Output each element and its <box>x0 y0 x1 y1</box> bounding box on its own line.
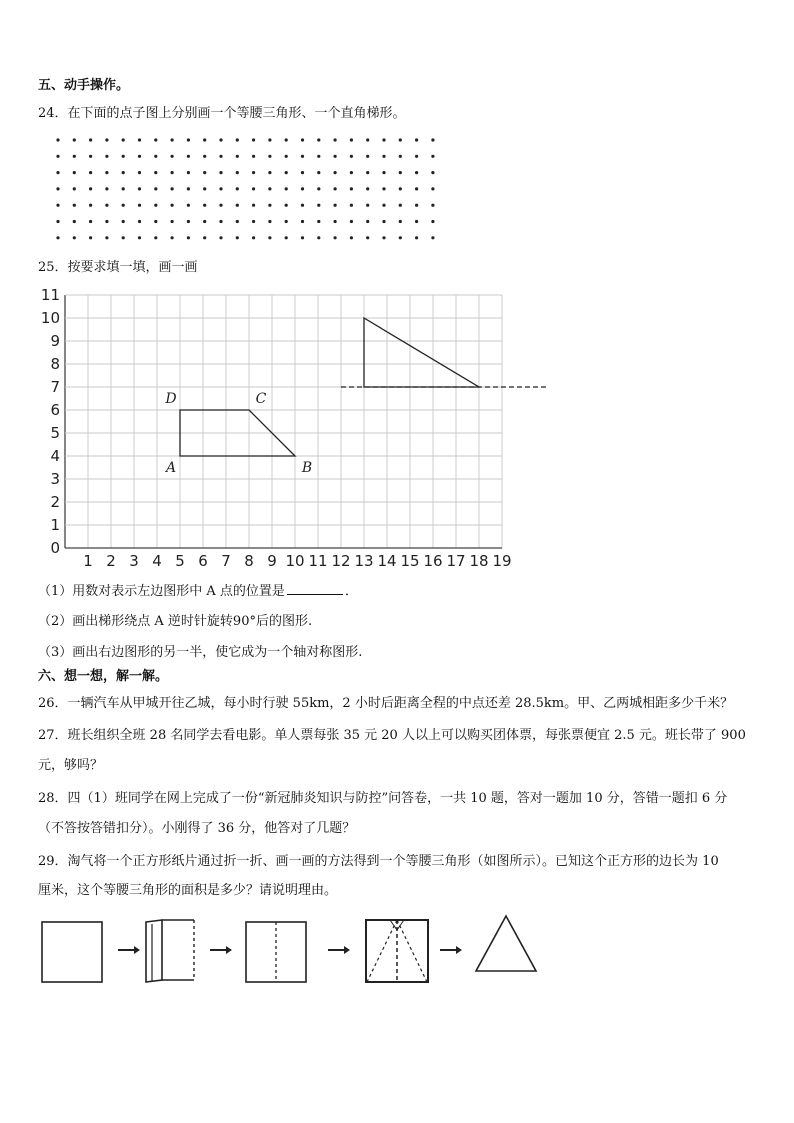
x-tick-label: 1 <box>83 552 93 567</box>
grid-dot <box>154 155 157 158</box>
grid-dot <box>285 171 288 174</box>
grid-dot <box>317 138 320 141</box>
grid-dot <box>73 236 76 239</box>
grid-dot <box>301 155 304 158</box>
grid-dot <box>268 138 271 141</box>
grid-dot <box>219 155 222 158</box>
grid-dot <box>431 138 434 141</box>
grid-dot <box>219 187 222 190</box>
grid-dot <box>89 236 92 239</box>
grid-dot <box>366 138 369 141</box>
dot-grid <box>48 132 438 244</box>
grid-dot <box>350 236 353 239</box>
grid-dot <box>138 138 141 141</box>
x-tick-label: 16 <box>423 552 443 567</box>
grid-dot <box>89 204 92 207</box>
grid-dot <box>154 171 157 174</box>
grid-dot <box>89 220 92 223</box>
grid-dot <box>122 187 125 190</box>
question-25: 25．按要求填一填，画一画 <box>38 260 198 275</box>
grid-dot <box>187 220 190 223</box>
grid-dot <box>399 138 402 141</box>
grid-dot <box>56 236 59 239</box>
x-tick-label: 13 <box>354 552 374 567</box>
grid-dot <box>236 155 239 158</box>
grid-dot <box>366 155 369 158</box>
grid-dot <box>56 204 59 207</box>
y-tick-label: 4 <box>50 447 60 465</box>
grid-dot <box>317 220 320 223</box>
grid-dot <box>105 155 108 158</box>
square-with-triangle <box>366 920 428 982</box>
grid-dot <box>56 187 59 190</box>
y-tick-label: 6 <box>50 401 60 419</box>
grid-dot <box>268 220 271 223</box>
grid-dot <box>350 138 353 141</box>
grid-dot <box>268 171 271 174</box>
grid-dot <box>382 236 385 239</box>
grid-dot <box>366 236 369 239</box>
grid-dot <box>187 138 190 141</box>
grid-dot <box>154 204 157 207</box>
grid-dot <box>187 187 190 190</box>
grid-dot <box>236 171 239 174</box>
grid-dot <box>236 220 239 223</box>
question-29-line2: 厘米，这个等腰三角形的面积是多少？请说明理由。 <box>38 883 338 898</box>
grid-dot <box>203 187 206 190</box>
trapezoid-vertex-labels <box>164 391 312 476</box>
x-tick-label: 14 <box>377 552 397 567</box>
grid-dot <box>415 220 418 223</box>
half-triangle <box>364 318 479 387</box>
grid-dot <box>105 187 108 190</box>
grid-dot <box>415 171 418 174</box>
grid-dot <box>317 236 320 239</box>
grid-dot <box>252 236 255 239</box>
y-tick-label: 10 <box>40 309 60 327</box>
grid-dot <box>317 187 320 190</box>
grid-dot <box>350 187 353 190</box>
grid-dot <box>171 171 174 174</box>
y-tick-label: 2 <box>50 493 60 511</box>
folding-paper <box>146 920 194 982</box>
grid-dot <box>122 155 125 158</box>
grid-dot <box>415 204 418 207</box>
grid-dot <box>431 204 434 207</box>
coordinate-grid-figure <box>28 282 558 567</box>
grid-dot <box>203 138 206 141</box>
grid-dot <box>138 187 141 190</box>
grid-dot <box>122 204 125 207</box>
grid-dot <box>73 204 76 207</box>
x-tick-label: 7 <box>221 552 231 567</box>
grid-dot <box>399 236 402 239</box>
y-tick-label: 11 <box>40 286 60 304</box>
grid-dot <box>285 187 288 190</box>
grid-dot <box>334 155 337 158</box>
grid-dot <box>73 155 76 158</box>
grid-dot <box>252 138 255 141</box>
question-29-line1: 29．淘气将一个正方形纸片通过折一折、画一画的方法得到一个等腰三角形（如图所示）。已知这个正方形的边长为 10 <box>38 854 719 869</box>
question-25-sub1 <box>38 582 358 601</box>
x-tick-label: 17 <box>446 552 466 567</box>
x-tick-label: 19 <box>492 552 512 567</box>
grid-dot <box>334 236 337 239</box>
y-tick-label: 0 <box>50 539 60 557</box>
y-tick-label: 1 <box>50 516 60 534</box>
grid-dot <box>105 204 108 207</box>
grid-dot <box>105 236 108 239</box>
grid-dot <box>203 155 206 158</box>
arrow-right-icon <box>210 946 232 954</box>
grid-dot <box>122 138 125 141</box>
grid-dot <box>187 204 190 207</box>
grid-dot <box>366 204 369 207</box>
grid-dot <box>431 171 434 174</box>
grid-dot <box>366 171 369 174</box>
grid-dot <box>171 187 174 190</box>
grid-dot <box>399 171 402 174</box>
y-tick-label: 7 <box>50 378 60 396</box>
grid-dot <box>138 236 141 239</box>
grid-dot <box>285 204 288 207</box>
grid-dot <box>415 187 418 190</box>
x-tick-label: 3 <box>129 552 139 567</box>
sub1-end: ． <box>344 584 358 599</box>
grid-dot <box>301 204 304 207</box>
grid-dot <box>252 171 255 174</box>
vertex-label-a: A <box>165 460 177 476</box>
grid-dot <box>56 155 59 158</box>
grid-dot <box>122 220 125 223</box>
grid-dot <box>56 171 59 174</box>
x-tick-label: 9 <box>267 552 277 567</box>
grid-dot <box>399 204 402 207</box>
grid-dot <box>187 171 190 174</box>
section-five-heading: 五、动手操作。 <box>38 78 130 93</box>
y-tick-label: 3 <box>50 470 60 488</box>
grid-dot <box>203 171 206 174</box>
grid-dot <box>138 171 141 174</box>
grid-dot <box>219 171 222 174</box>
question-25-sub3: （3）画出右边图形的另一半，使它成为一个轴对称图形. <box>38 645 363 660</box>
grid-dot <box>431 187 434 190</box>
sub1-text: （1）用数对表示左边图形中 A 点的位置是 <box>38 584 285 599</box>
grid-dot <box>334 187 337 190</box>
grid-dot <box>89 155 92 158</box>
question-24: 24．在下面的点子图上分别画一个等腰三角形、一个直角梯形。 <box>38 106 406 121</box>
grid-dot <box>105 220 108 223</box>
grid-dot <box>122 236 125 239</box>
grid-dot <box>350 204 353 207</box>
grid-dot <box>334 138 337 141</box>
answer-blank[interactable] <box>287 582 343 595</box>
grid-dot <box>431 220 434 223</box>
y-tick-label: 5 <box>50 424 60 442</box>
grid-dot <box>415 236 418 239</box>
grid-dot <box>171 220 174 223</box>
question-27-line1: 27．班长组织全班 28 名同学去看电影。单人票每张 35 元 20 人以上可以购买团体票，每张票便宜 2.5 元。班长带了 900 <box>38 728 746 743</box>
grid-dot <box>285 236 288 239</box>
grid-dot <box>219 138 222 141</box>
grid-dot <box>171 236 174 239</box>
grid-dot <box>154 187 157 190</box>
grid-dot <box>252 220 255 223</box>
question-28-line1: 28．四（1）班同学在网上完成了一份“新冠肺炎知识与防控”问答卷，一共 10 题，答对一题加 10 分，答错一题扣 6 分 <box>38 791 728 806</box>
x-tick-label: 8 <box>244 552 254 567</box>
grid-dot <box>89 138 92 141</box>
grid-dot <box>73 138 76 141</box>
grid-dot <box>382 204 385 207</box>
grid-dot <box>399 187 402 190</box>
arrow-right-icon <box>328 946 350 954</box>
grid-dot <box>350 171 353 174</box>
vertex-label-b: B <box>301 460 313 476</box>
grid-dot <box>301 220 304 223</box>
grid-dot <box>252 155 255 158</box>
grid-dot <box>301 187 304 190</box>
grid-lines <box>65 295 502 548</box>
grid-dot <box>301 171 304 174</box>
grid-dot <box>105 171 108 174</box>
grid-dot <box>73 187 76 190</box>
grid-dot <box>431 236 434 239</box>
grid-dot <box>382 220 385 223</box>
x-tick-label: 6 <box>198 552 208 567</box>
x-tick-label: 5 <box>175 552 185 567</box>
grid-dot <box>382 138 385 141</box>
grid-dot <box>138 155 141 158</box>
grid-dot <box>187 236 190 239</box>
grid-dot <box>89 171 92 174</box>
grid-dot <box>105 138 108 141</box>
grid-dot <box>236 204 239 207</box>
grid-dot <box>366 220 369 223</box>
grid-dot <box>334 220 337 223</box>
grid-dot <box>236 187 239 190</box>
grid-dot <box>89 187 92 190</box>
grid-dot <box>203 236 206 239</box>
grid-dot <box>171 204 174 207</box>
square-paper <box>42 922 102 982</box>
grid-dot <box>317 204 320 207</box>
grid-dot <box>334 171 337 174</box>
question-25-sub2: （2）画出梯形绕点 A 逆时针旋转90°后的图形. <box>38 614 313 629</box>
grid-dot <box>415 155 418 158</box>
grid-dot <box>203 204 206 207</box>
grid-dot <box>122 171 125 174</box>
grid-dot <box>431 155 434 158</box>
grid-dot <box>171 155 174 158</box>
grid-dot <box>382 187 385 190</box>
grid-dot <box>301 138 304 141</box>
grid-dot <box>171 138 174 141</box>
grid-dot <box>219 236 222 239</box>
grid-dot <box>285 138 288 141</box>
vertex-label-d: D <box>165 391 177 407</box>
x-tick-label: 2 <box>106 552 116 567</box>
grid-dot <box>334 204 337 207</box>
grid-dot <box>56 220 59 223</box>
grid-dot <box>154 138 157 141</box>
x-tick-label: 11 <box>308 552 328 567</box>
grid-dot <box>154 236 157 239</box>
grid-dot <box>268 187 271 190</box>
grid-dot <box>399 155 402 158</box>
question-26: 26．一辆汽车从甲城开往乙城，每小时行驶 55km，2 小时后距离全程的中点还差 28.5km。甲、乙两城相距多少千米？ <box>38 696 734 711</box>
grid-dot <box>317 155 320 158</box>
grid-dot <box>203 220 206 223</box>
grid-dot <box>285 220 288 223</box>
grid-dot <box>236 138 239 141</box>
grid-dot <box>415 138 418 141</box>
grid-dot <box>285 155 288 158</box>
grid-dot <box>154 220 157 223</box>
grid-dot <box>268 155 271 158</box>
grid-dot <box>138 220 141 223</box>
grid-dot <box>317 171 320 174</box>
paper-folding-figure <box>36 908 546 990</box>
grid-dot <box>236 236 239 239</box>
grid-dot <box>399 220 402 223</box>
grid-dot <box>219 220 222 223</box>
x-tick-label: 15 <box>400 552 420 567</box>
grid-dot <box>268 204 271 207</box>
vertex-label-c: C <box>255 391 267 407</box>
grid-dot <box>73 220 76 223</box>
grid-dot <box>382 155 385 158</box>
section-six-heading: 六、想一想，解一解。 <box>38 669 169 684</box>
arrow-right-icon <box>440 946 462 954</box>
grid-dot <box>73 171 76 174</box>
x-tick-label: 10 <box>285 552 305 567</box>
y-tick-label: 8 <box>50 355 60 373</box>
grid-dot <box>268 236 271 239</box>
unfolded-square-creased <box>246 922 306 982</box>
question-28-line2: （不答按答错扣分）。小刚得了 36 分，他答对了几题？ <box>38 821 356 836</box>
grid-dot <box>382 171 385 174</box>
grid-dot <box>219 204 222 207</box>
grid-dot <box>187 155 190 158</box>
arrow-right-icon <box>118 946 140 954</box>
x-tick-label: 4 <box>152 552 162 567</box>
grid-dot <box>366 187 369 190</box>
grid-dot <box>56 138 59 141</box>
y-tick-label: 9 <box>50 332 60 350</box>
grid-dot <box>252 204 255 207</box>
grid-dot <box>138 204 141 207</box>
isosceles-triangle <box>476 916 536 971</box>
grid-dot <box>350 220 353 223</box>
grid-dot <box>301 236 304 239</box>
question-27-line2: 元，够吗？ <box>38 758 104 773</box>
x-tick-label: 12 <box>331 552 351 567</box>
x-tick-label: 18 <box>469 552 489 567</box>
grid-dot <box>252 187 255 190</box>
grid-dot <box>350 155 353 158</box>
